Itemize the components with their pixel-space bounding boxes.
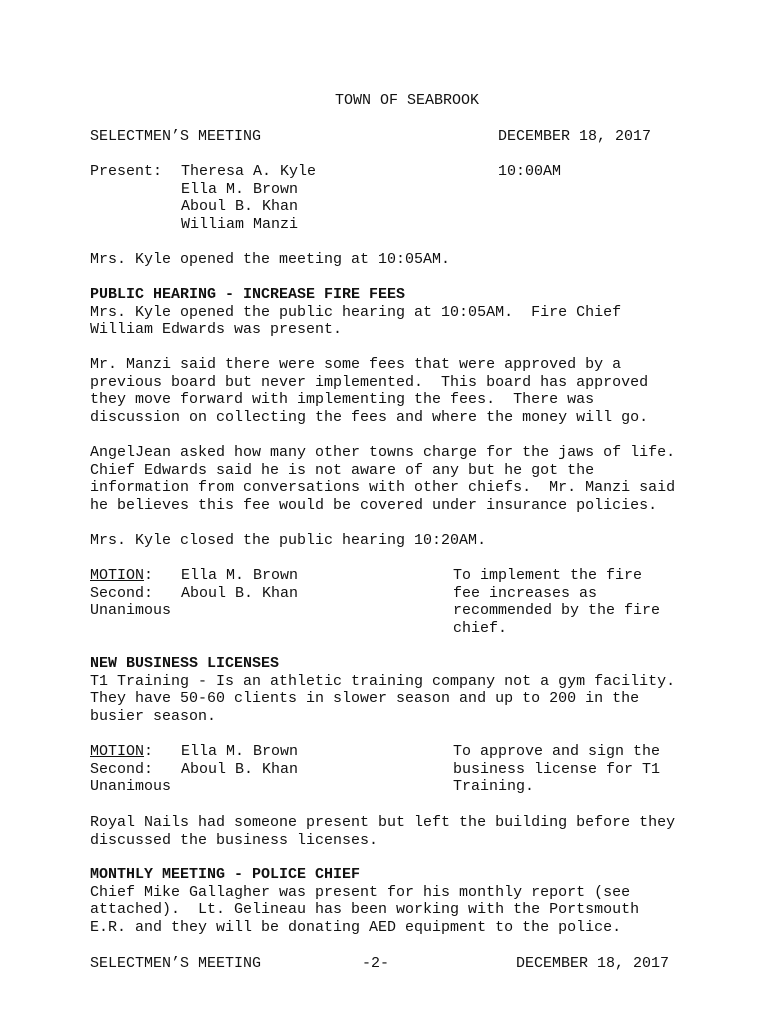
motion-description-line: Training. [453,778,535,795]
motion-description-line: To implement the fire [453,567,643,584]
paragraph-line: William Edwards was present. [90,321,343,338]
motion-description-line: fee increases as [453,584,598,602]
motion-mover: Ella M. Brown [181,567,299,584]
paragraph-line: discussion on collecting the fees and where the money will go. [90,408,649,426]
motion-description-line: business license for T1 [453,760,661,778]
paragraph-line: They have 50-60 clients in slower season and up to 200 in the [90,690,640,707]
motion-colon: : [144,743,154,760]
document-title: TOWN OF SEABROOK [335,92,480,109]
paragraph-line: Mrs. Kyle opened the public hearing at 10:05AM. Fire Chief [90,303,622,321]
paragraph-line: information from conversations with other chiefs. Mr. Manzi said [90,479,676,496]
motion-description-line: recommended by the fire [453,602,661,619]
motion-label [90,743,153,761]
motion-word: MOTION [90,743,145,760]
closing-statement: Mrs. Kyle closed the public hearing 10:20AM. [90,532,487,549]
meeting-time: 10:00AM [498,163,562,180]
paragraph-line: Royal Nails had someone present but left the building before they [90,814,676,831]
member-name: Aboul B. Khan [181,198,299,215]
paragraph-line: busier season. [90,707,217,725]
section-heading: NEW BUSINESS LICENSES [90,655,280,672]
motion-label [90,567,153,585]
page-number: -2- [362,955,390,972]
member-name: Theresa A. Kyle [181,163,317,180]
member-name: William Manzi [181,215,299,233]
motion-word: MOTION [90,567,145,584]
paragraph-line: attached). Lt. Gelineau has been working with the Portsmouth [90,901,640,918]
meeting-date: DECEMBER 18, 2017 [498,128,652,145]
paragraph-line: T1 Training - Is an athletic training company not a gym facility. [90,672,676,690]
motion-description-line: chief. [453,619,508,637]
paragraph-line: AngelJean asked how many other towns charge for the jaws of life. [90,444,676,461]
paragraph-line: they move forward with implementing the fees. There was [90,391,595,408]
paragraph-line: E.R. and they will be donating AED equipment to the police. [90,918,622,936]
meeting-name: SELECTMEN’S MEETING [90,128,262,145]
member-name: Ella M. Brown [181,180,299,198]
footer-date: DECEMBER 18, 2017 [516,955,670,972]
motion-vote: Unanimous [90,602,172,619]
paragraph-line: discussed the business licenses. [90,831,379,849]
paragraph-line: he believes this fee would be covered under insurance policies. [90,496,658,514]
paragraph-line: Chief Edwards said he is not aware of any but he got the [90,461,595,479]
paragraph-line: Mr. Manzi said there were some fees that were approved by a [90,356,622,373]
motion-seconder: Aboul B. Khan [181,584,299,602]
motion-colon: : [144,567,154,584]
motion-description-line: To approve and sign the [453,743,661,760]
opening-statement: Mrs. Kyle opened the meeting at 10:05AM. [90,251,451,268]
paragraph-line: Chief Mike Gallagher was present for his monthly report (see [90,883,631,901]
motion-seconder: Aboul B. Khan [181,760,299,778]
footer-meeting-name: SELECTMEN’S MEETING [90,955,262,972]
section-heading: MONTHLY MEETING - POLICE CHIEF [90,866,361,883]
second-label: Second: [90,760,154,778]
present-label: Present: [90,163,163,180]
motion-vote: Unanimous [90,778,172,795]
second-label: Second: [90,584,154,602]
section-heading: PUBLIC HEARING - INCREASE FIRE FEES [90,286,406,303]
motion-mover: Ella M. Brown [181,743,299,760]
paragraph-line: previous board but never implemented. This board has approved [90,373,649,391]
